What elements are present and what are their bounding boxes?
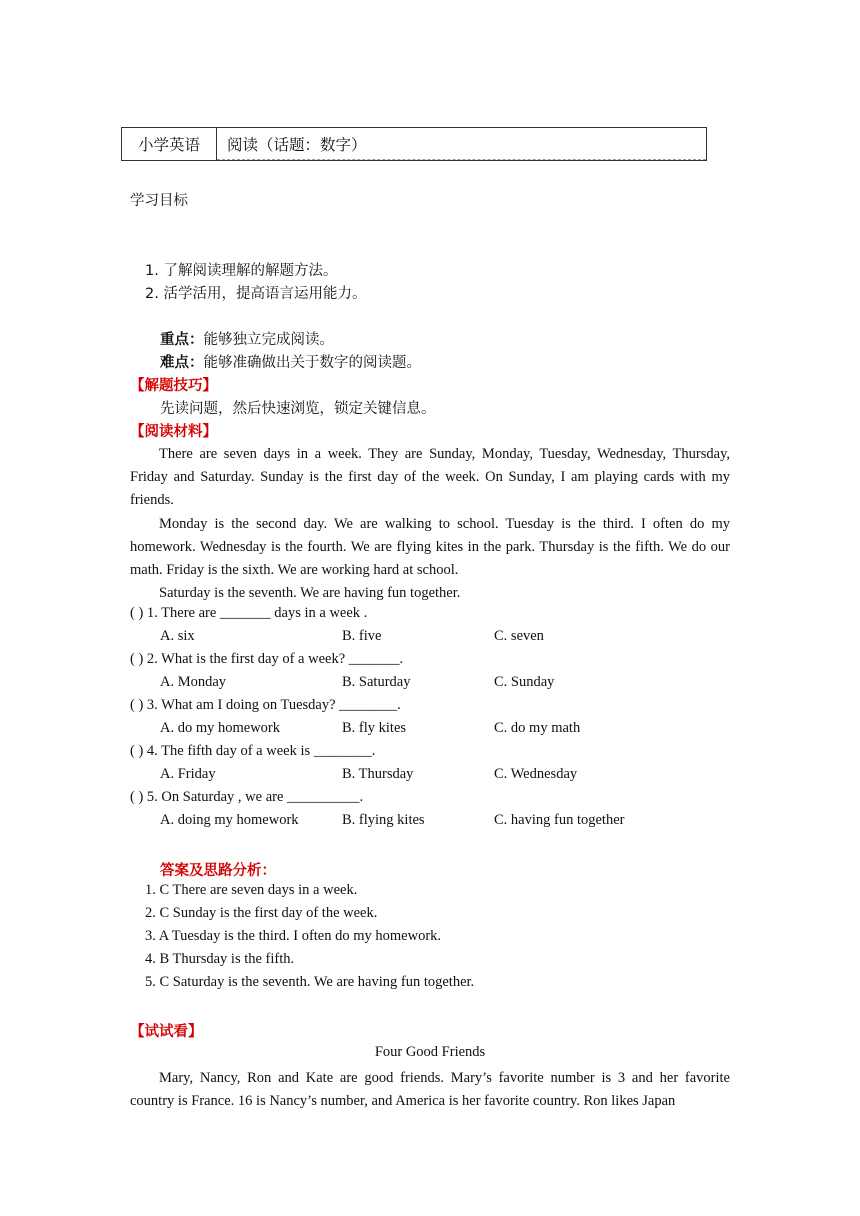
option-a: A. Monday xyxy=(160,674,227,690)
objectives-heading: 学习目标 xyxy=(130,193,188,209)
option-c: C. having fun together xyxy=(494,812,625,828)
question-4-options xyxy=(130,766,730,789)
objective-item-2: 2. 活学活用，提高语言运用能力。 xyxy=(145,286,367,302)
reading-paragraph-2: Monday is the second day. We are walking to school. Tuesday is the third. I often do my homework. Wednesday is the fourth. We are flying kites in the park. Thursday is the fifth. We do our math. Friday is the sixth. We are working hard at school. xyxy=(130,516,730,579)
question-4-stem: ( ) 4. The fifth day of a week is ________. xyxy=(130,743,376,759)
objective-item-1: 1. 了解阅读理解的解题方法。 xyxy=(145,263,338,279)
question-2-stem: ( ) 2. What is the first day of a week? _______. xyxy=(130,651,404,667)
option-a: A. doing my homework xyxy=(160,812,299,828)
question-3-options xyxy=(130,720,730,743)
question-5-stem: ( ) 5. On Saturday , we are __________. xyxy=(130,789,364,805)
passage-title: Four Good Friends xyxy=(374,1044,486,1060)
question-1-stem: ( ) 1. There are _______ days in a week . xyxy=(130,605,368,621)
subject-cell: 小学英语 xyxy=(122,128,217,160)
option-b: B. five xyxy=(342,628,382,644)
focus-line xyxy=(160,328,334,349)
tips-text: 先读问题，然后快速浏览，锁定关键信息。 xyxy=(160,401,436,417)
reading-paragraph-3: Saturday is the seventh. We are having fun together. xyxy=(159,585,461,601)
option-a: A. six xyxy=(160,628,195,644)
answer-item-5: 5. C Saturday is the seventh. We are having fun together. xyxy=(145,974,475,990)
option-c: C. Sunday xyxy=(494,674,555,690)
answer-item-2: 2. C Sunday is the first day of the week. xyxy=(145,905,378,921)
focus-label: 重点： xyxy=(160,332,204,348)
header-table xyxy=(121,127,707,161)
try-paragraph-1: Mary, Nancy, Ron and Kate are good friends. Mary’s favorite number is 3 and her favorite country is France. 16 is Nancy’s number, and America is her favorite country. Ron likes Japan xyxy=(130,1070,730,1110)
topic-cell: 阅读（话题：数字） xyxy=(217,128,706,160)
option-b: B. fly kites xyxy=(342,720,407,736)
question-5-options xyxy=(130,812,730,835)
answer-item-4: 4. B Thursday is the fifth. xyxy=(145,951,295,967)
difficulty-label: 难点： xyxy=(160,355,204,371)
question-2-options xyxy=(130,674,730,697)
option-c: C. seven xyxy=(494,628,544,644)
focus-text: 能够独立完成阅读。 xyxy=(203,332,334,348)
reading-heading: 【阅读材料】 xyxy=(130,424,217,440)
difficulty-text: 能够准确做出关于数字的阅读题。 xyxy=(203,355,421,371)
option-b: B. Thursday xyxy=(342,766,414,782)
option-c: C. do my math xyxy=(494,720,581,736)
reading-paragraph-1: There are seven days in a week. They are Sunday, Monday, Tuesday, Wednesday, Thursday, Friday and Saturday. Sunday is the first day of the week. On Sunday, I am playing cards with my friends. xyxy=(130,446,730,509)
tips-heading: 【解题技巧】 xyxy=(130,378,217,394)
answer-item-1: 1. C There are seven days in a week. xyxy=(145,882,358,898)
difficulty-line xyxy=(160,351,421,372)
question-1-options xyxy=(130,628,730,651)
option-b: B. Saturday xyxy=(342,674,411,690)
option-c: C. Wednesday xyxy=(494,766,578,782)
try-heading: 【试试看】 xyxy=(130,1024,203,1040)
answer-item-3: 3. A Tuesday is the third. I often do my homework. xyxy=(145,928,442,944)
option-a: A. do my homework xyxy=(160,720,281,736)
option-b: B. flying kites xyxy=(342,812,425,828)
question-3-stem: ( ) 3. What am I doing on Tuesday? ________. xyxy=(130,697,401,713)
answers-heading: 答案及思路分析： xyxy=(160,863,276,879)
option-a: A. Friday xyxy=(160,766,216,782)
